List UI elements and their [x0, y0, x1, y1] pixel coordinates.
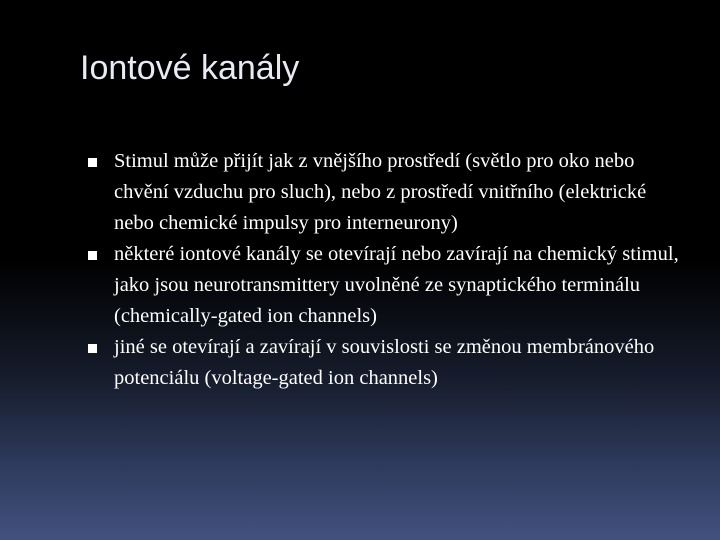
- square-bullet-icon: [88, 251, 97, 260]
- bullet-item: [88, 332, 688, 394]
- bullet-list: [88, 146, 688, 394]
- bullet-text: některé iontové kanály se otevírají nebo zavírají na chemický stimul, jako jsou neurotransmittery uvolněné ze synaptického terminálu (chemically-gated ion channels): [114, 243, 679, 327]
- bullet-text: Stimul může přijít jak z vnějšího prostředí (světlo pro oko nebo chvění vzduchu pro sluch), nebo z prostředí vnitřního (elektrické nebo chemické impulsy pro interneurony): [114, 150, 647, 234]
- square-bullet-icon: [88, 344, 97, 353]
- square-bullet-icon: [88, 158, 97, 167]
- slide-title: Iontové kanály: [80, 49, 300, 87]
- bullet-item: [88, 146, 688, 239]
- bullet-text: jiné se otevírají a zavírají v souvislosti se změnou membránového potenciálu (voltage-gated ion channels): [114, 336, 655, 389]
- bullet-item: [88, 239, 688, 332]
